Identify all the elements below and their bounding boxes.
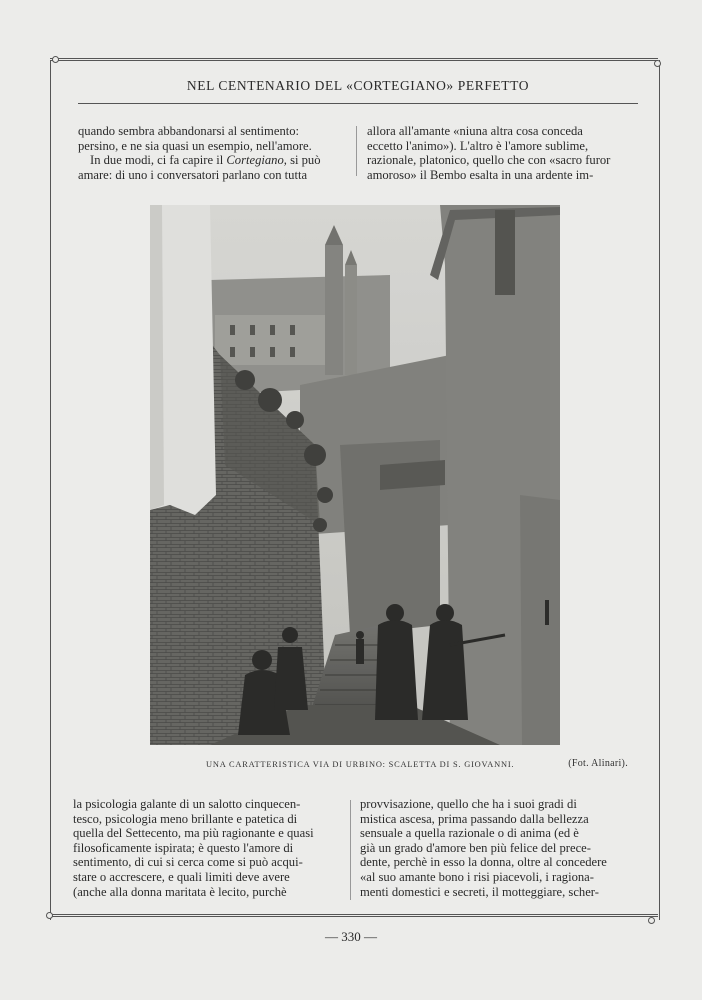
figure-caption: UNA CARATTERISTICA VIA DI URBINO: SCALETTA DI S. GIOVANNI.: [206, 760, 515, 769]
photo-credit: (Fot. Alinari).: [568, 758, 628, 769]
top-rule: [50, 58, 658, 61]
italic-title: Cortegiano,: [226, 153, 287, 168]
text-line: stare o accrescere, e quali limiti deve avere: [73, 869, 290, 884]
text-span: si può: [286, 153, 321, 168]
text-line: persino, e ne sia quasi un esempio, nell'amore.: [78, 138, 312, 153]
text-line: menti domestici e secreti, il motteggiare, scher-: [360, 884, 599, 899]
text-line: quella del Settecento, ma più ragionante e quasi: [73, 826, 314, 841]
top-right-column: [367, 124, 637, 182]
street-photograph: [150, 205, 560, 745]
text-line: già un grado d'amore ben più felice del prece-: [360, 840, 591, 855]
text-line: (anche alla donna maritata è lecito, purchè: [73, 884, 287, 899]
bottom-rule: [50, 914, 658, 917]
text-line: [78, 153, 350, 168]
corner-ornament: [46, 912, 53, 919]
text-line: sensuale a quella razionale o di anima (ed è: [360, 826, 579, 841]
text-line: provvisazione, quello che ha i suoi gradi di: [360, 797, 577, 811]
text-line: quando sembra abbandonarsi al sentimento:: [78, 124, 300, 138]
text-line: dente, perchè in esso la donna, oltre al concedere: [360, 855, 607, 870]
corner-ornament: [52, 56, 59, 63]
text-line: sentimento, di cui si cerca come si può acqui-: [73, 855, 303, 870]
text-line: la psicologia galante di un salotto cinquecen-: [73, 797, 301, 811]
page-number: — 330 —: [325, 929, 377, 944]
text-line: eccetto l'animo»). L'altro è l'amore sublime,: [367, 138, 589, 153]
corner-ornament: [654, 60, 661, 67]
column-divider: [356, 126, 357, 176]
text-line: allora all'amante «niuna altra cosa conceda: [367, 124, 583, 138]
text-line: amare: di uno i conversatori parlano con tutta: [78, 167, 308, 182]
bottom-left-column: [73, 797, 343, 899]
text-line: razionale, platonico, quello che con «sacro furor: [367, 153, 611, 168]
text-line: amoroso» il Bembo esalta in una ardente im-: [367, 167, 594, 182]
photo-illustration: [150, 205, 560, 745]
header-rule: [78, 103, 638, 104]
text-line: mistica ascesa, prima passando dalla bellezza: [360, 811, 589, 826]
column-divider: [350, 800, 351, 900]
running-title: NEL CENTENARIO DEL «CORTEGIANO» PERFETTO: [186, 78, 530, 93]
text-line: tesco, psicologia meno brillante e patetica di: [73, 811, 298, 826]
text-line: «al suo amante bono i risi piacevoli, i ragiona-: [360, 869, 594, 884]
corner-ornament: [648, 917, 655, 924]
text-line: filosoficamente ispirata; è questo l'amore di: [73, 840, 294, 855]
top-left-column: [78, 124, 350, 182]
text-span: In due modi, ci fa capire il: [90, 153, 227, 168]
bottom-right-column: [360, 797, 632, 899]
